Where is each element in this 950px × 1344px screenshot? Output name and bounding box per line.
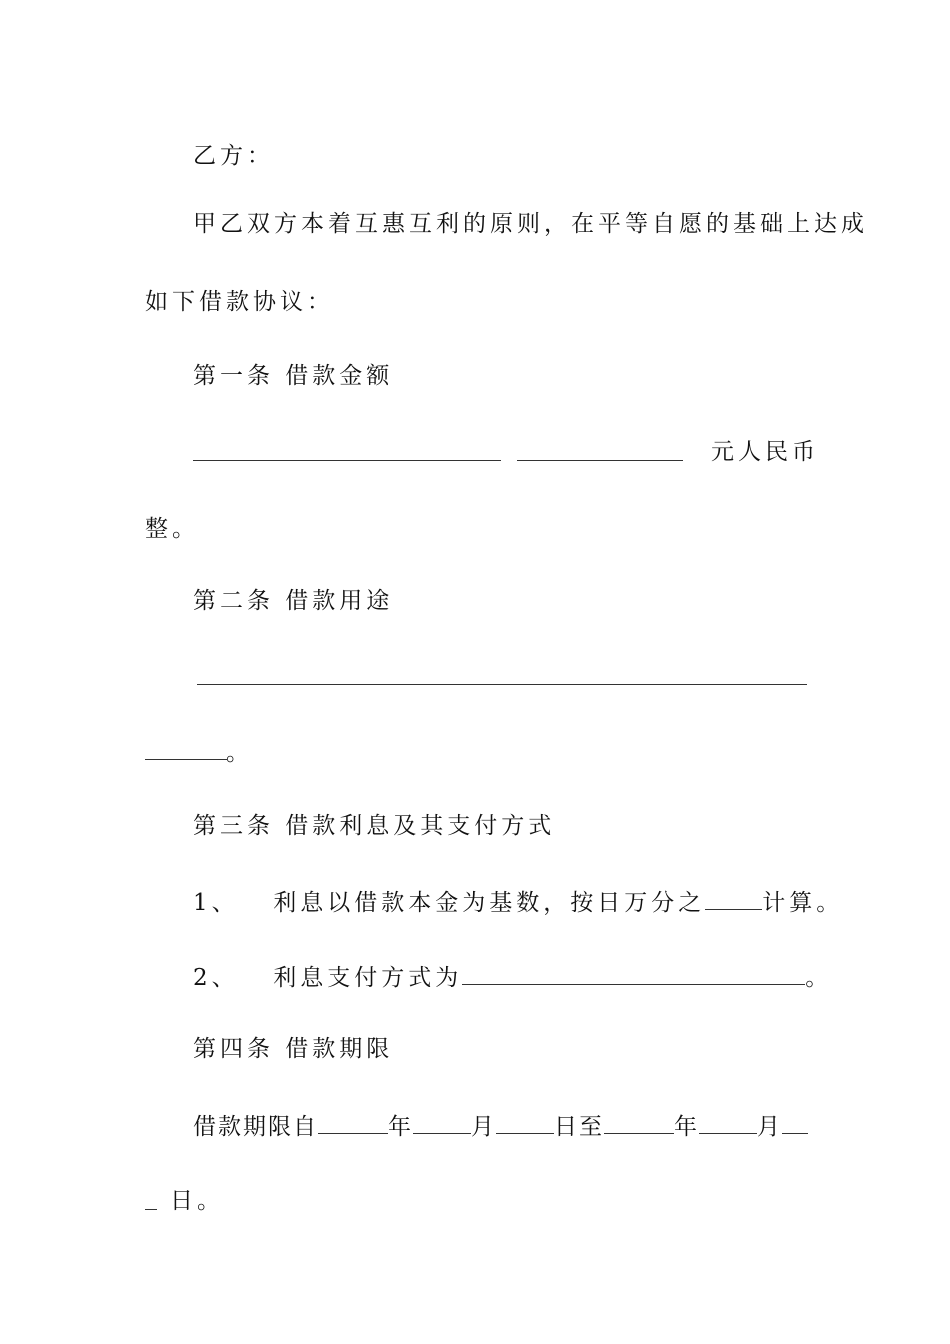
interest-item-2-number: 2、: [193, 965, 239, 991]
article-4-title: 第四条 借款期限: [193, 1036, 394, 1062]
interest-item-2: [193, 960, 832, 994]
end-month-blank[interactable]: [699, 1109, 757, 1134]
preamble-line-2: 如下借款协议：: [145, 289, 334, 315]
amount-blank-2[interactable]: [517, 436, 683, 461]
interest-item-1-number: 1、: [193, 890, 239, 916]
interest-item-2-tail: 。: [805, 965, 833, 991]
end-month-label: 月: [757, 1114, 782, 1140]
start-month-label: 月: [471, 1114, 496, 1140]
amount-blank-1[interactable]: [193, 436, 501, 461]
loan-term-start-text: 借款期限自: [193, 1114, 318, 1140]
start-year-blank[interactable]: [318, 1109, 388, 1134]
payment-method-blank[interactable]: [462, 960, 805, 985]
interest-rate-blank[interactable]: [705, 885, 762, 910]
interest-item-2-text: 利息支付方式为: [273, 965, 463, 991]
loan-term-end: 日。: [170, 1188, 224, 1214]
loan-term-line: [193, 1109, 808, 1143]
purpose-blank-2[interactable]: [145, 735, 227, 760]
start-month-blank[interactable]: [413, 1109, 471, 1134]
preamble-line-1: 甲乙双方本着互惠互利的原则，在平等自愿的基础上达成: [193, 211, 868, 237]
end-day-blank-part-1[interactable]: [782, 1109, 808, 1134]
end-year-blank[interactable]: [604, 1109, 674, 1134]
end-year-label: 年: [674, 1114, 699, 1140]
party-b-label: 乙方：: [193, 143, 274, 169]
interest-item-1-tail: 计算。: [762, 890, 844, 916]
purpose-tail: 。: [226, 740, 253, 766]
start-year-label: 年: [388, 1114, 413, 1140]
purpose-blank-1[interactable]: [197, 660, 807, 685]
interest-item-1: [193, 885, 843, 919]
amount-unit: 元人民币: [711, 439, 819, 465]
article-1-title: 第一条 借款金额: [193, 363, 394, 389]
end-day-blank-part-2[interactable]: [145, 1185, 157, 1210]
article-3-title: 第三条 借款利息及其支付方式: [193, 813, 556, 839]
start-day-label: 日至: [554, 1114, 604, 1140]
start-day-blank[interactable]: [496, 1109, 554, 1134]
interest-item-1-text: 利息以借款本金为基数，按日万分之: [273, 890, 706, 916]
article-2-title: 第二条 借款用途: [193, 588, 394, 614]
amount-tail: 整。: [145, 516, 199, 542]
